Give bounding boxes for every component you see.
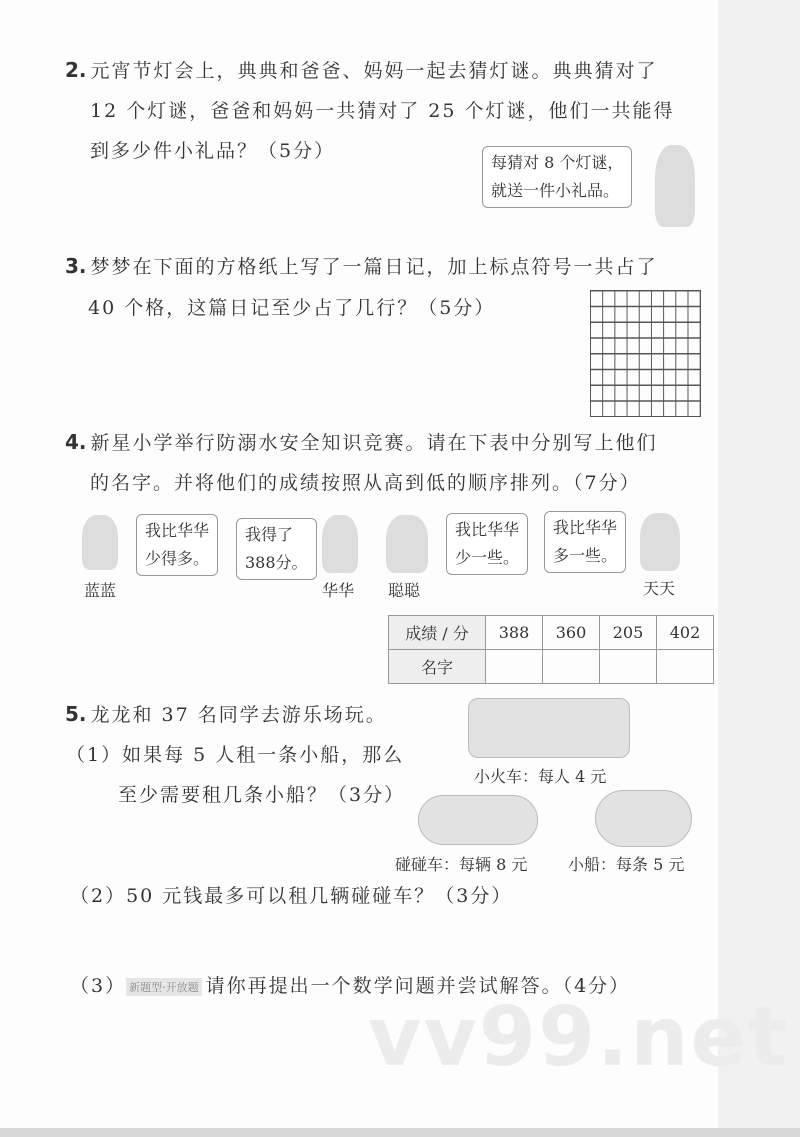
q5-number: 5.: [65, 702, 87, 726]
q4-number: 4.: [65, 430, 87, 454]
name-answer-cell[interactable]: [486, 650, 543, 684]
q3-line-1: [65, 252, 658, 279]
grid-paper: [590, 290, 701, 417]
congcong-illustration: [386, 515, 428, 573]
table-row: [389, 650, 714, 684]
q5-part1-line1: （1）如果每 5 人租一条小船，那么: [66, 744, 405, 766]
q4-line-2: 的名字。并将他们的成绩按照从高到低的顺序排列。（7分）: [90, 472, 641, 494]
bubble-line: 每猜对 8 个灯谜，: [491, 153, 624, 172]
bubble-line: 388分。: [245, 553, 308, 572]
q2-line-3: 到多少件小礼品？（5分）: [90, 140, 336, 162]
q4-line-1: [65, 428, 658, 455]
congcong-name: 聪聪: [388, 581, 421, 600]
q2-number: 2.: [65, 58, 87, 82]
train-illustration: [468, 698, 630, 758]
tiantian-bubble: [544, 511, 626, 573]
name-answer-cell[interactable]: [543, 650, 600, 684]
q4-text: 新星小学举行防溺水安全知识竞赛。请在下表中分别写上他们: [90, 432, 658, 454]
score-cell: 388: [486, 616, 543, 650]
score-header: 成绩 / 分: [389, 616, 486, 650]
boat-illustration: [595, 790, 692, 847]
q5-text: 龙龙和 37 名同学去游乐场玩。: [90, 704, 387, 726]
congcong-bubble: [446, 513, 528, 575]
bottom-bar: [0, 1128, 800, 1137]
part3-prefix: （3）: [70, 975, 127, 997]
bubble-line: 少得多。: [145, 549, 210, 568]
q5-intro: [65, 700, 387, 727]
bubble-line: 多一些。: [553, 546, 618, 565]
bumper-price: 碰碰车：每辆 8 元: [395, 855, 528, 874]
bubble-line: 我比华华: [145, 521, 210, 540]
q5-part1-line2: 至少需要租几条小船？（3分）: [118, 784, 406, 806]
q3-number: 3.: [65, 254, 87, 278]
q3-line-2: 40 个格，这篇日记至少占了几行？（5分）: [88, 297, 496, 319]
score-cell: 402: [657, 616, 714, 650]
name-answer-cell[interactable]: [600, 650, 657, 684]
name-answer-cell[interactable]: [657, 650, 714, 684]
huahua-name: 华华: [322, 581, 355, 600]
table-row: [389, 616, 714, 650]
boat-price: 小船：每条 5 元: [568, 855, 685, 874]
huahua-illustration: [322, 515, 358, 573]
watermark: vv99.net: [368, 990, 790, 1085]
q2-line-2: 12 个灯谜，爸爸和妈妈一共猜对了 25 个灯谜，他们一共能得: [90, 100, 675, 122]
train-price: 小火车：每人 4 元: [474, 767, 607, 786]
bubble-line: 我得了: [245, 525, 294, 544]
q5-part2: （2）50 元钱最多可以租几辆碰碰车？（3分）: [70, 885, 513, 907]
tiantian-illustration: [640, 513, 680, 571]
scan-edge: [718, 0, 800, 1137]
teacher-speech-bubble: [482, 146, 632, 208]
lanlan-illustration: [82, 515, 118, 570]
q3-text: 梦梦在下面的方格纸上写了一篇日记，加上标点符号一共占了: [90, 256, 658, 278]
q2-line-1: [65, 56, 658, 83]
q2-text: 元宵节灯会上，典典和爸爸、妈妈一起去猜灯谜。典典猜对了: [90, 60, 658, 82]
teacher-illustration: [655, 145, 695, 227]
score-cell: 360: [543, 616, 600, 650]
huahua-bubble: [236, 518, 317, 580]
bubble-line: 我比华华: [455, 520, 520, 539]
bubble-line: 我比华华: [553, 518, 618, 537]
lanlan-bubble: [136, 514, 218, 576]
score-cell: 205: [600, 616, 657, 650]
bumper-car-illustration: [418, 795, 538, 845]
lanlan-name: 蓝蓝: [84, 581, 117, 600]
name-header: 名字: [389, 650, 486, 684]
new-question-type-tag: 新题型·开放题: [126, 978, 202, 996]
tiantian-name: 天天: [643, 579, 676, 598]
bubble-line: 就送一件小礼品。: [491, 181, 620, 200]
score-table: [388, 615, 714, 684]
bubble-line: 少一些。: [455, 548, 520, 567]
part3-text: 请你再提出一个数学问题并尝试解答。（4分）: [205, 975, 631, 997]
